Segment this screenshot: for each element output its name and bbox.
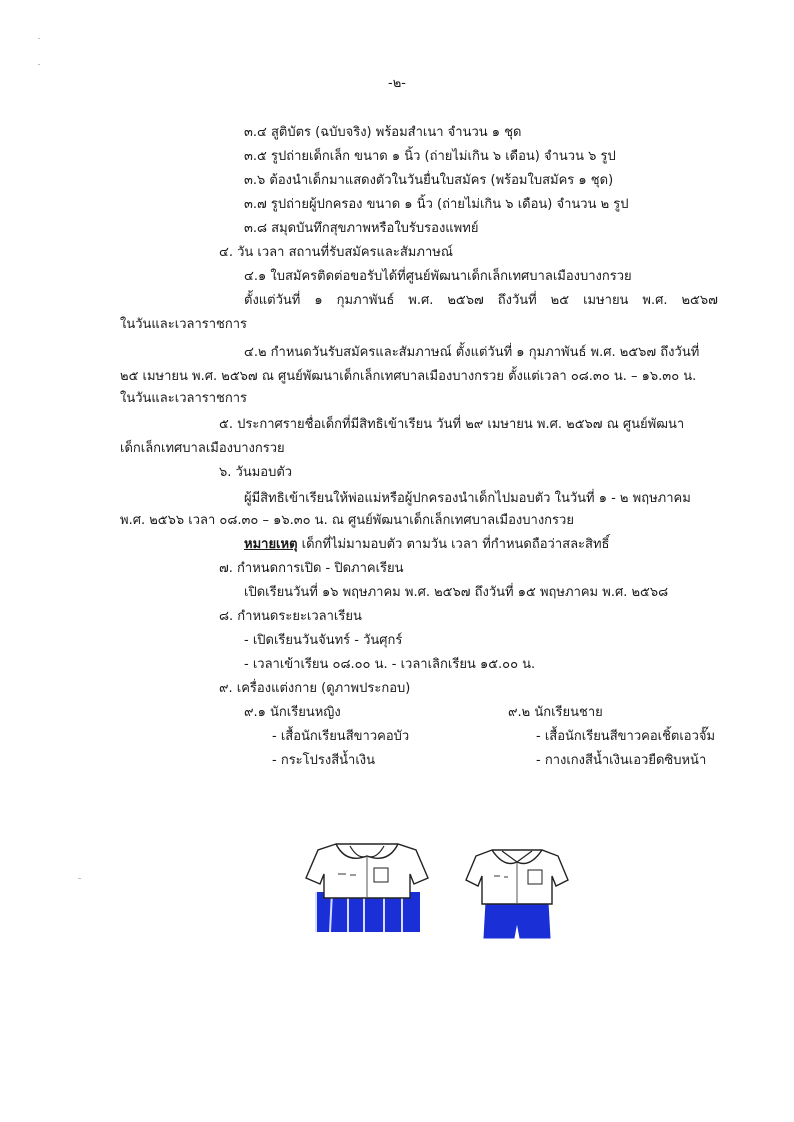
section-4-1: ๔.๑ ใบสมัครติดต่อขอรับได้ที่ศูนย์พัฒนาเด็กเล็กเทศบาลเมืองบางกรวย (244, 269, 632, 284)
scan-speck (78, 878, 81, 879)
section-8-line1: - เปิดเรียนวันจันทร์ - วันศุกร์ (244, 633, 403, 648)
boys-uniform-item: - เสื้อนักเรียนสีขาวคอเชิ้ตเอวจั๊ม (536, 729, 716, 744)
item-3-4: ๓.๔ สูติบัตร (ฉบับจริง) พร้อมสำเนา จำนวน ๑ ชุด (244, 125, 522, 140)
section-7-line: เปิดเรียนวันที่ ๑๖ พฤษภาคม พ.ศ. ๒๕๖๗ ถึงวันที่ ๑๕ พฤษภาคม พ.ศ. ๒๕๖๘ (244, 585, 669, 600)
section-4-1-dates (244, 292, 718, 310)
date-word: เมษายน (583, 293, 629, 308)
section-4-heading: ๔. วัน เวลา สถานที่รับสมัครและสัมภาษณ์ (219, 245, 453, 260)
section-8-heading: ๘. กำหนดระยะเวลาเรียน (219, 609, 362, 624)
date-word: ๒๕๖๗ (447, 293, 484, 308)
scan-speck (38, 64, 40, 65)
section-7-heading: ๗. กำหนดการเปิด - ปิดภาคเรียน (219, 561, 404, 576)
boys-uniform-heading: ๙.๒ นักเรียนชาย (508, 705, 603, 720)
section-8-line2: - เวลาเข้าเรียน ๐๘.๐๐ น. - เวลาเลิกเรียน ๑๕.๐๐ น. (244, 657, 536, 672)
section-9-heading: ๙. เครื่องแต่งกาย (ดูภาพประกอบ) (219, 681, 411, 696)
note-text: เด็กที่ไม่มามอบตัว ตามวัน เวลา ที่กำหนดถือว่าสละสิทธิ์ (297, 537, 610, 552)
item-3-7: ๓.๗ รูปถ่ายผู้ปกครอง ขนาด ๑ นิ้ว (ถ่ายไม่เกิน ๖ เดือน) จำนวน ๒ รูป (244, 197, 629, 212)
date-word: ๒๕ (550, 293, 570, 308)
girls-uniform-item: - เสื้อนักเรียนสีขาวคอบัว (272, 729, 410, 744)
item-3-6: ๓.๖ ต้องนำเด็กมาแสดงตัวในวันยื่นใบสมัคร (พร้อมใบสมัคร ๑ ชุด) (244, 173, 614, 188)
section-6-heading: ๖. วันมอบตัว (219, 465, 293, 480)
date-word: พ.ศ. (642, 293, 668, 308)
section-6-line1: ผู้มีสิทธิเข้าเรียนให้พ่อแม่หรือผู้ปกครองนำเด็กไปมอบตัว ในวันที่ ๑ - ๒ พฤษภาคม (244, 491, 691, 506)
scan-speck (38, 38, 40, 39)
date-word: ถึงวันที่ (497, 293, 537, 308)
girls-uniform-heading: ๙.๑ นักเรียนหญิง (244, 705, 341, 720)
page-number: -๒- (388, 76, 406, 91)
section-4-1-tail: ในวันและเวลาราชการ (120, 317, 248, 332)
date-word: พ.ศ. (408, 293, 434, 308)
shorts (484, 902, 550, 938)
section-4-2-line1: ๔.๒ กำหนดวันรับสมัครและสัมภาษณ์ ตั้งแต่วันที่ ๑ กุมภาพันธ์ พ.ศ. ๒๕๖๗ ถึงวันที่ (244, 345, 700, 360)
date-word: ๑ (314, 293, 323, 308)
section-5-line2: เด็กเล็กเทศบาลเมืองบางกรวย (120, 441, 285, 456)
boys-uniform-item: - กางเกงสีน้ำเงินเอวยืดซิบหน้า (536, 753, 707, 768)
note-label: หมายเหตุ (244, 537, 298, 552)
item-3-8: ๓.๘ สมุดบันทึกสุขภาพหรือใบรับรองแพทย์ (244, 221, 479, 236)
section-4-2-line3: ในวันและเวลาราชการ (120, 391, 248, 406)
date-word: ๒๕๖๗ (681, 293, 718, 308)
girls-uniform-item: - กระโปรงสีน้ำเงิน (272, 753, 376, 768)
item-3-5: ๓.๕ รูปถ่ายเด็กเล็ก ขนาด ๑ นิ้ว (ถ่ายไม่เกิน ๖ เดือน) จำนวน ๖ รูป (244, 149, 616, 164)
section-6-note (244, 536, 609, 554)
girl-uniform-illustration (302, 834, 432, 934)
date-word: กุมภาพันธ์ (336, 293, 395, 308)
section-5-line1: ๕. ประกาศรายชื่อเด็กที่มีสิทธิเข้าเรียน วันที่ ๒๙ เมษายน พ.ศ. ๒๕๖๗ ณ ศูนย์พัฒนา (219, 417, 685, 432)
boy-uniform-illustration (462, 842, 572, 940)
date-word: ตั้งแต่วันที่ (244, 293, 301, 308)
section-6-line2: พ.ศ. ๒๕๖๖ เวลา ๐๘.๓๐ – ๑๖.๓๐ น. ณ ศูนย์พัฒนาเด็กเล็กเทศบาลเมืองบางกรวย (120, 513, 574, 528)
section-4-2-line2: ๒๕ เมษายน พ.ศ. ๒๕๖๗ ณ ศูนย์พัฒนาเด็กเล็กเทศบาลเมืองบางกรวย ตั้งแต่เวลา ๐๘.๓๐ น. – ๑๖.๓๐ น. (120, 369, 697, 384)
